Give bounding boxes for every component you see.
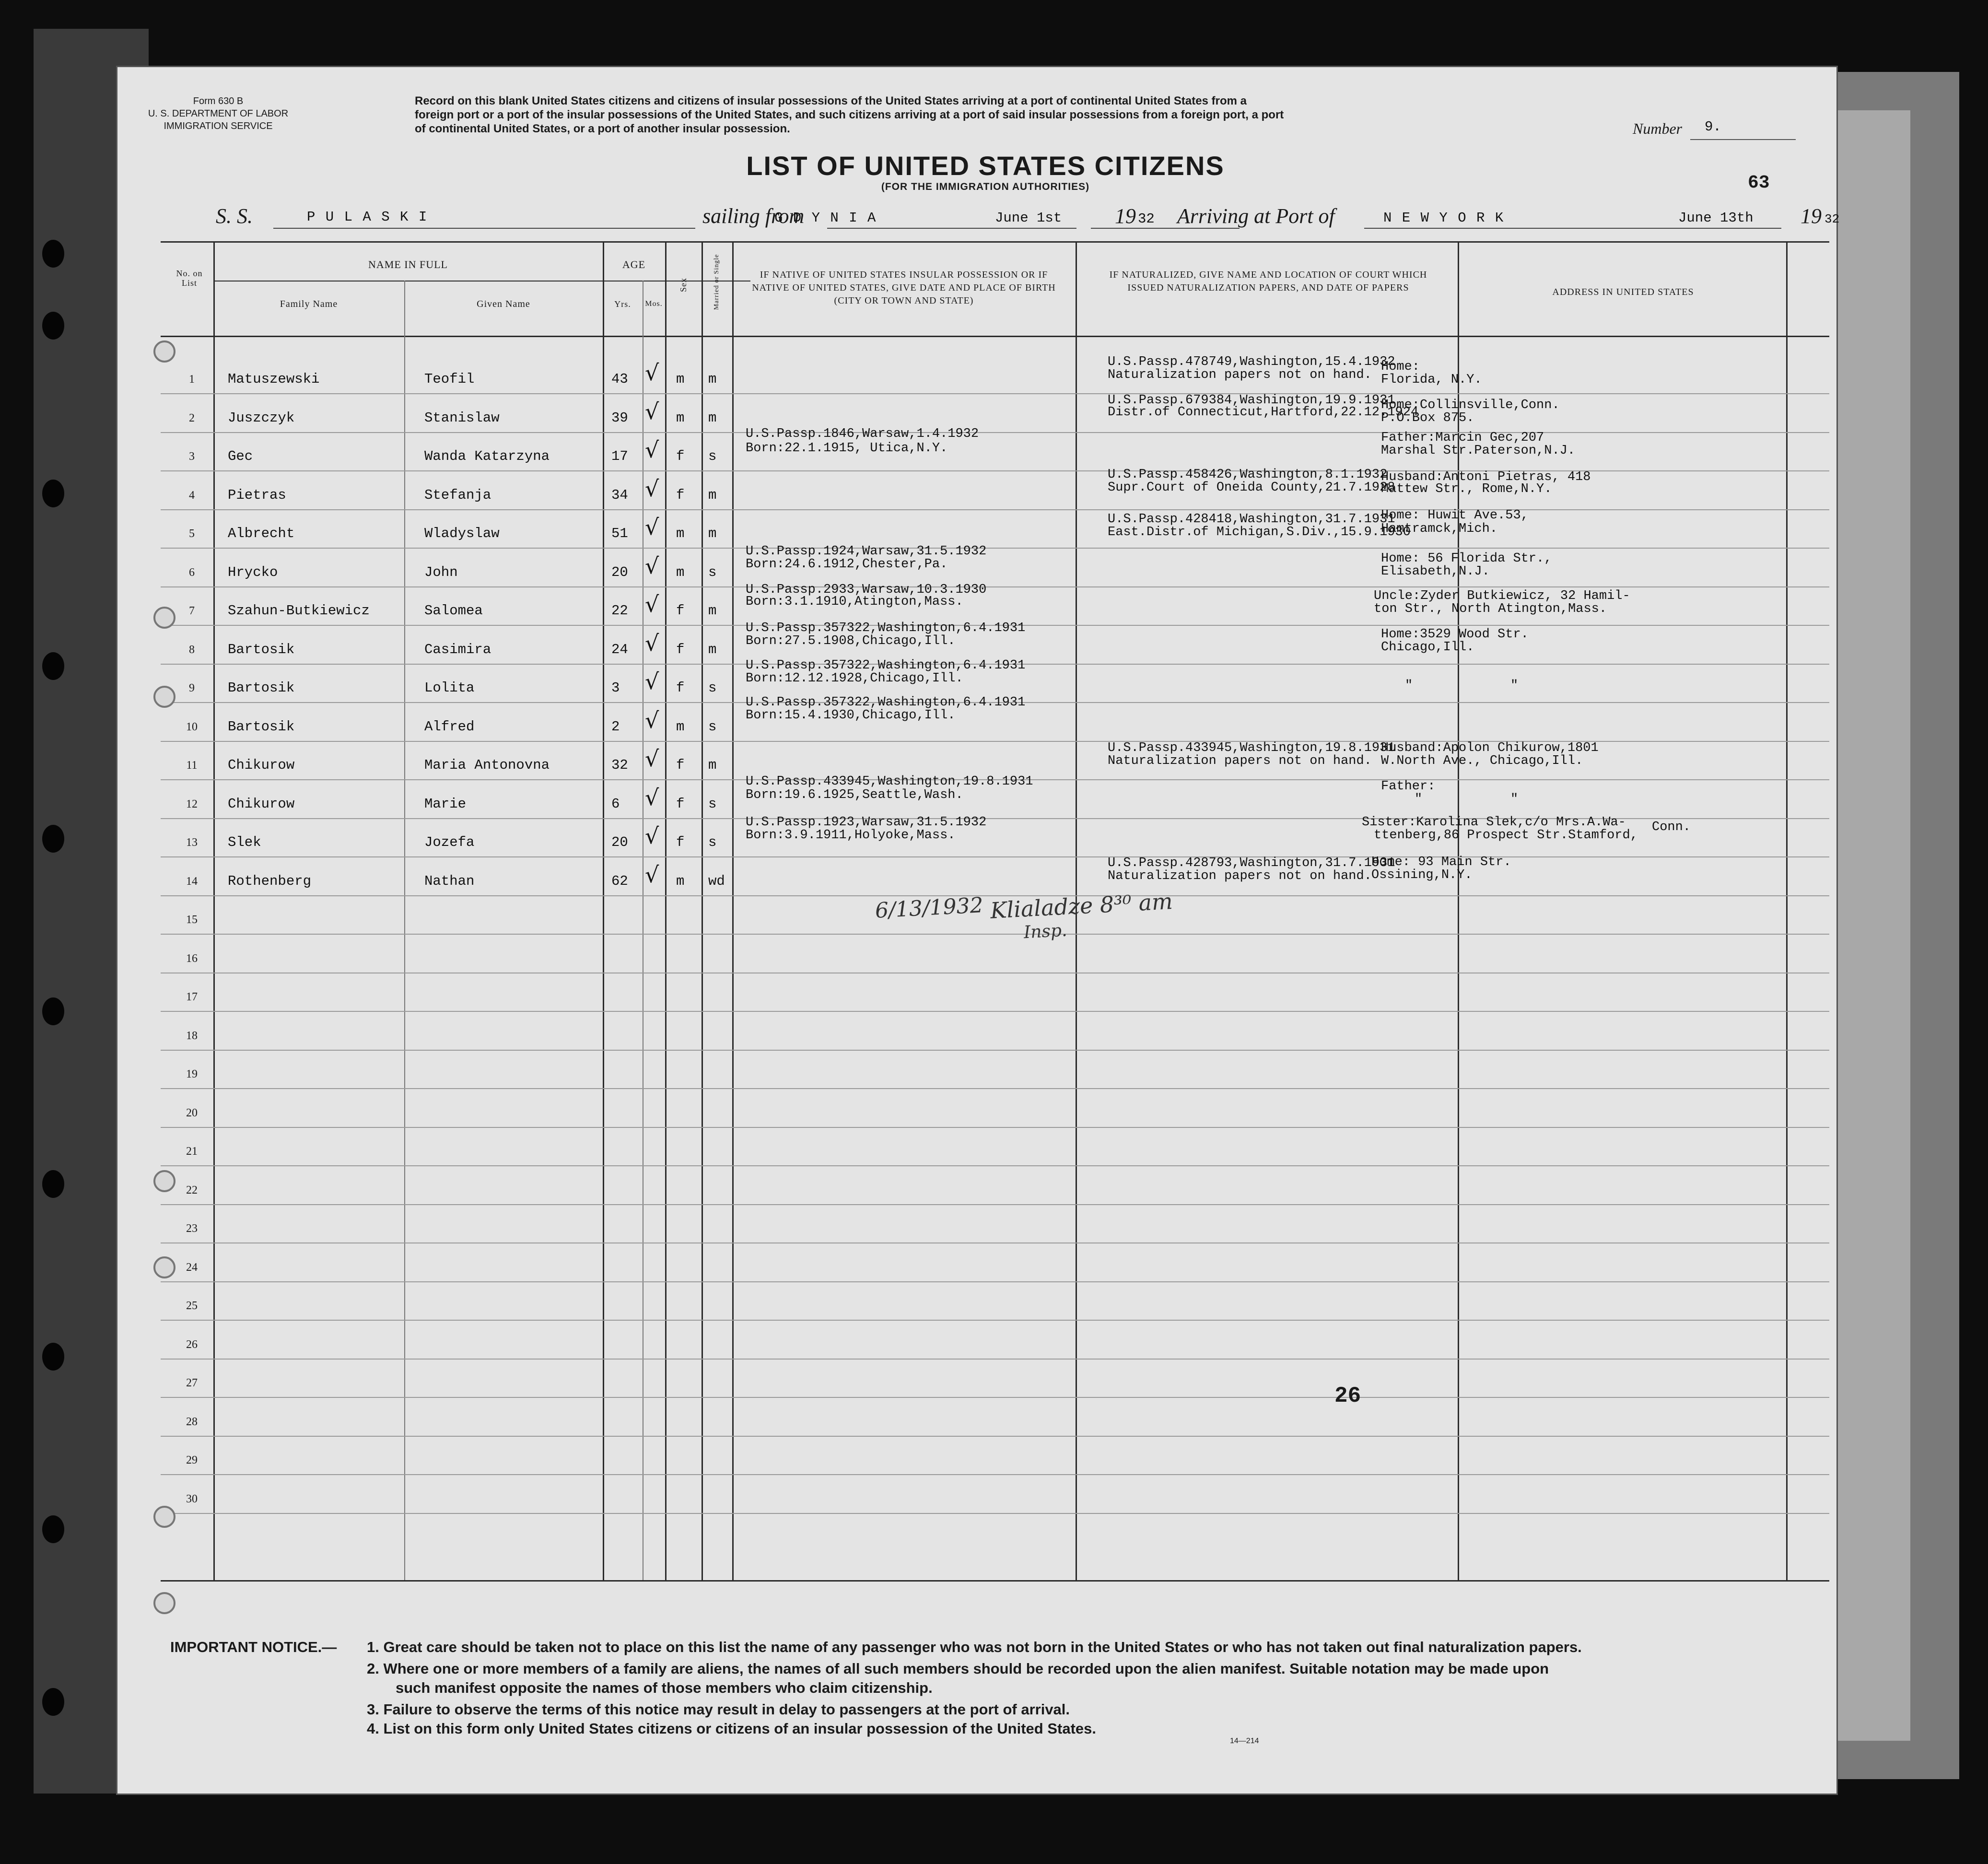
row-number: 29: [186, 1454, 198, 1466]
address-note-line: Sister:Karolina Slek,c/o Mrs.A.Wa-: [1362, 815, 1626, 830]
notice-label: IMPORTANT NOTICE.—: [170, 1639, 337, 1655]
row-rule: [161, 1281, 1829, 1282]
row-rule: [161, 548, 1829, 549]
age-years-cell: 6: [611, 796, 620, 812]
age-years-cell: 20: [611, 834, 628, 850]
row-number: 9: [189, 682, 195, 694]
row-number: 4: [189, 489, 195, 502]
given-name-cell: Teofil: [424, 371, 475, 387]
number-underline: [1690, 139, 1796, 140]
col-divider-sex: [702, 241, 703, 1582]
binder-hole: [42, 1515, 64, 1543]
row-number: 14: [186, 875, 198, 888]
birth-note-line: U.S.Passp.357322,Washington,6.4.1931: [746, 621, 1026, 635]
birth-note-line: U.S.Passp.433945,Washington,19.8.1931: [746, 774, 1033, 789]
form-service: IMMIGRATION SERVICE: [164, 121, 273, 131]
col-divider-address: [1786, 241, 1788, 1582]
handwritten-date: 6/13/1932: [874, 893, 984, 923]
year-from: 32: [1138, 211, 1155, 227]
table-top-rule: [161, 241, 1829, 243]
row-rule: [161, 1165, 1829, 1166]
naturalization-note-line: Distr.of Connecticut,Hartford,22.12.1924: [1108, 405, 1419, 420]
birth-note-line: Born:27.5.1908,Chicago,Ill.: [746, 634, 956, 648]
binder-hole: [42, 652, 64, 680]
naturalization-note-line: U.S.Passp.679384,Washington,19.9.1931: [1108, 393, 1395, 408]
age-check-mark: √: [645, 861, 659, 888]
row-rule: [161, 1050, 1829, 1051]
given-name-cell: John: [424, 564, 458, 580]
sex-cell: f: [676, 448, 685, 464]
sex-cell: f: [676, 834, 685, 850]
port-from: G D Y N I A: [774, 210, 877, 226]
row-number: 16: [186, 952, 198, 965]
row-number: 30: [186, 1492, 198, 1505]
table-header-rule: [161, 336, 1829, 337]
naturalization-note-line: U.S.Passp.428418,Washington,31.7.1931: [1108, 512, 1395, 527]
sex-cell: m: [676, 564, 685, 580]
address-note-line: Elisabeth,N.J.: [1381, 564, 1490, 579]
naturalization-note-line: Naturalization papers not on hand.: [1108, 368, 1372, 382]
birth-note-line: Born:22.1.1915, Utica,N.Y.: [746, 441, 948, 456]
family-name-cell: Szahun-Butkiewicz: [228, 603, 370, 619]
hole-reinforcement: [153, 1592, 175, 1614]
row-number: 6: [189, 566, 195, 579]
age-check-mark: √: [645, 746, 659, 772]
age-check-mark: √: [645, 475, 659, 502]
marital-status-cell: m: [708, 371, 717, 387]
form-code: 14—214: [1230, 1737, 1259, 1745]
date-from: June 1st: [995, 210, 1062, 226]
given-name-cell: Wladyslaw: [424, 526, 500, 541]
birth-note-line: Born:3.9.1911,Holyoke,Mass.: [746, 828, 956, 843]
naturalization-note-line: Naturalization papers not on hand.: [1108, 754, 1372, 768]
row-number: 3: [189, 450, 195, 463]
age-check-mark: √: [645, 591, 659, 617]
header-yrs: Yrs.: [614, 299, 631, 309]
notice-item-2-cont: such manifest opposite the names of those members who claim citizenship.: [396, 1679, 933, 1696]
binder-hole: [42, 1688, 64, 1716]
header-married-single: Married or Single: [713, 254, 720, 310]
row-number: 27: [186, 1377, 198, 1389]
given-name-cell: Nathan: [424, 873, 475, 889]
family-name-cell: Juszczyk: [228, 410, 295, 426]
marital-status-cell: m: [708, 487, 717, 503]
row-number: 17: [186, 991, 198, 1003]
family-name-cell: Gec: [228, 448, 253, 464]
age-years-cell: 62: [611, 873, 628, 889]
age-years-cell: 39: [611, 410, 628, 426]
age-years-cell: 51: [611, 526, 628, 541]
year-from-prefix: 19: [1115, 204, 1136, 228]
naturalization-note-line: U.S.Passp.458426,Washington,8.1.1932: [1108, 468, 1388, 482]
address-note-line: P.O.Box 875.: [1381, 411, 1474, 425]
given-name-cell: Wanda Katarzyna: [424, 448, 550, 464]
given-name-cell: Maria Antonovna: [424, 757, 550, 773]
binder-hole: [42, 480, 64, 507]
family-name-cell: Hrycko: [228, 564, 278, 580]
family-name-cell: Albrecht: [228, 526, 295, 541]
notice-item-4: 4. List on this form only United States citizens or citizens of an insular possession of the United States.: [367, 1720, 1096, 1737]
age-years-cell: 34: [611, 487, 628, 503]
port-to: N E W Y O R K: [1383, 210, 1505, 226]
birth-note-line: U.S.Passp.357322,Washington,6.4.1931: [746, 695, 1026, 710]
binder-hole: [42, 240, 64, 268]
address-note-line: Home: Huwit Ave.53,: [1381, 508, 1529, 523]
naturalization-note-line: East.Distr.of Michigan,S.Div.,15.9.1930: [1108, 525, 1411, 539]
row-number: 11: [186, 759, 198, 772]
family-name-cell: Chikurow: [228, 796, 295, 812]
form-department: U. S. DEPARTMENT OF LABOR: [148, 108, 289, 119]
header-family-name: Family Name: [280, 299, 338, 309]
address-note-line: Uncle:Zyder Butkiewicz, 32 Hamil-: [1374, 589, 1630, 603]
age-years-cell: 17: [611, 448, 628, 464]
row-rule: [161, 586, 1829, 587]
row-rule: [161, 1320, 1829, 1321]
row-number: 15: [186, 914, 198, 926]
row-rule: [161, 509, 1829, 510]
sex-cell: m: [676, 371, 685, 387]
birth-note-line: U.S.Passp.1924,Warsaw,31.5.1932: [746, 544, 987, 559]
binder-hole: [42, 1343, 64, 1371]
age-check-mark: √: [645, 360, 659, 386]
naturalization-note-line: Naturalization papers not on hand.: [1108, 869, 1372, 883]
sex-cell: m: [676, 410, 685, 426]
col-divider-no: [213, 241, 215, 1582]
header-naturalized: IF NATURALIZED, GIVE NAME AND LOCATION OF COURT WHICH ISSUED NATURALIZATION PAPERS, AND DATE OF PAPERS: [1109, 270, 1427, 293]
row-rule: [161, 1204, 1829, 1205]
header-mos: Mos.: [645, 300, 663, 308]
given-name-cell: Alfred: [424, 718, 475, 735]
address-note-line: Father:: [1381, 779, 1436, 794]
row-number: 19: [186, 1068, 198, 1080]
address-note-line: ttenberg,86 Prospect Str.Stamford,: [1374, 828, 1638, 843]
sex-cell: f: [676, 680, 685, 696]
naturalization-note-line: U.S.Passp.478749,Washington,15.4.1932: [1108, 355, 1395, 369]
given-name-cell: Stanislaw: [424, 410, 500, 426]
address-note-line: Marshal Str.Paterson,N.J.: [1381, 444, 1576, 458]
birth-note-line: Born:15.4.1930,Chicago,Ill.: [746, 708, 956, 723]
form-id: Form 630 B: [193, 96, 244, 106]
row-number: 23: [186, 1222, 198, 1235]
given-name-cell: Jozefa: [424, 834, 475, 850]
age-years-cell: 20: [611, 564, 628, 580]
date-to: June 13th: [1678, 210, 1754, 226]
number-label: Number: [1633, 120, 1683, 137]
naturalization-note-line: U.S.Passp.428793,Washington,31.7.1931: [1108, 856, 1395, 870]
header-birth: IF NATIVE OF UNITED STATES INSULAR POSSESSION OR IF NATIVE OF UNITED STATES, GIVE DATE AND PLACE OF BIRTH (CITY OR TOWN AND STATE): [752, 270, 1056, 306]
birth-note-line: U.S.Passp.1846,Warsaw,1.4.1932: [746, 427, 979, 441]
address-note-line: Florida, N.Y.: [1381, 373, 1482, 387]
address-note-line: Home:Collinsville,Conn.: [1381, 398, 1560, 412]
sex-cell: m: [676, 718, 685, 735]
age-check-mark: √: [645, 514, 659, 540]
header-address: ADDRESS IN UNITED STATES: [1552, 287, 1694, 297]
given-name-cell: Stefanja: [424, 487, 491, 503]
address-note-line: ": [1510, 792, 1519, 807]
address-note-line: Hamtramck,Mich.: [1381, 522, 1498, 536]
age-check-mark: √: [645, 668, 659, 694]
row-number: 22: [186, 1184, 198, 1196]
page-title: LIST OF UNITED STATES CITIZENS: [746, 151, 1225, 181]
handwritten-inspector: Klialadze 8³⁰ am: [989, 888, 1173, 924]
marital-status-cell: wd: [708, 873, 725, 889]
hole-reinforcement: [153, 1256, 175, 1278]
intro-line-3: of continental United States, or a port of another insular possession.: [415, 122, 790, 135]
age-check-mark: √: [645, 707, 659, 733]
sex-cell: f: [676, 757, 685, 773]
sailing-from-label: sailing from: [702, 204, 805, 228]
row-rule: [161, 1513, 1829, 1514]
address-note-line: Husband:Apolon Chikurow,1801: [1381, 741, 1599, 755]
ss-label: S. S.: [216, 204, 253, 228]
row-number: 20: [186, 1106, 198, 1119]
hole-reinforcement: [153, 340, 175, 363]
marital-status-cell: s: [708, 718, 717, 735]
row-number: 13: [186, 836, 198, 849]
family-name-cell: Matuszewski: [228, 371, 320, 387]
table-bottom-rule: [161, 1580, 1829, 1582]
row-rule: [161, 1474, 1829, 1475]
header-sex: Sex: [678, 278, 688, 292]
age-years-cell: 43: [611, 371, 628, 387]
col-divider-age: [665, 241, 667, 1582]
binder-hole: [42, 312, 64, 340]
row-number: 10: [186, 720, 198, 733]
marital-status-cell: s: [708, 796, 717, 812]
row-number: 7: [189, 605, 195, 617]
binder-hole: [42, 1170, 64, 1198]
marital-status-cell: s: [708, 448, 717, 464]
hole-reinforcement: [153, 686, 175, 708]
marital-status-cell: m: [708, 641, 717, 657]
address-note-line: ": [1405, 679, 1413, 693]
notice-item-1: 1. Great care should be taken not to place on this list the name of any passenger who was not born in the United States or who has not taken out final naturalization papers.: [367, 1639, 1582, 1655]
age-check-mark: √: [645, 784, 659, 810]
col-divider-ms: [732, 241, 734, 1582]
birth-note-line: Born:19.6.1925,Seattle,Wash.: [746, 788, 963, 802]
age-check-mark: √: [645, 552, 659, 579]
row-rule: [161, 432, 1829, 433]
binder-hole: [42, 825, 64, 853]
row-number: 18: [186, 1029, 198, 1042]
row-rule: [161, 856, 1829, 857]
row-rule: [161, 895, 1829, 896]
hole-reinforcement: [153, 607, 175, 629]
page-number: 63: [1748, 173, 1770, 193]
family-name-cell: Chikurow: [228, 757, 295, 773]
family-name-cell: Bartosik: [228, 641, 295, 657]
age-years-cell: 32: [611, 757, 628, 773]
age-check-mark: √: [645, 823, 659, 849]
port-from-underline: [827, 228, 1076, 229]
row-number: 25: [186, 1300, 198, 1312]
address-note-line: Home:3529 Wood Str.: [1381, 627, 1529, 642]
row-rule: [161, 393, 1829, 394]
family-name-cell: Bartosik: [228, 680, 295, 696]
row-number: 28: [186, 1415, 198, 1428]
ship-name: P U L A S K I: [307, 209, 428, 225]
row-number: 1: [189, 373, 195, 386]
address-note-line: Home: 56 Florida Str.,: [1381, 551, 1552, 566]
address-note-line: Mattew Str., Rome,N.Y.: [1381, 482, 1552, 496]
header-name-in-full: NAME IN FULL: [368, 258, 448, 270]
given-name-cell: Salomea: [424, 603, 483, 619]
address-note-line: ": [1415, 792, 1423, 807]
age-years-cell: 2: [611, 718, 620, 735]
page-subtitle: (FOR THE IMMIGRATION AUTHORITIES): [881, 181, 1090, 192]
family-name-cell: Slek: [228, 834, 261, 850]
naturalization-note-line: U.S.Passp.433945,Washington,19.8.1931: [1108, 741, 1395, 755]
address-note-line: Conn.: [1652, 820, 1691, 834]
header-given-name: Given Name: [477, 299, 530, 309]
header-no: No. on List: [176, 269, 203, 288]
intro-line-2: foreign port or a port of the insular possessions of the United States, and such citizens arriving at a port of said insular possessions from a foreign port, a port: [415, 108, 1284, 121]
stamped-count: 26: [1334, 1383, 1361, 1408]
notice-item-2: 2. Where one or more members of a family are aliens, the names of all such members should be recorded upon the alien manifest. Suitable notation may be made upon: [367, 1660, 1549, 1677]
marital-status-cell: m: [708, 603, 717, 619]
given-name-cell: Marie: [424, 796, 467, 812]
row-number: 2: [189, 411, 195, 424]
sex-cell: f: [676, 487, 685, 503]
sex-cell: f: [676, 796, 685, 812]
row-number: 5: [189, 528, 195, 540]
row-number: 26: [186, 1338, 198, 1351]
sex-cell: m: [676, 873, 685, 889]
row-rule: [161, 934, 1829, 935]
address-note-line: Husband:Antoni Pietras, 418: [1381, 470, 1591, 484]
row-rule: [161, 1127, 1829, 1128]
col-divider-family: [404, 281, 405, 1580]
address-note-line: ton Str., North Atington,Mass.: [1374, 602, 1607, 616]
row-rule: [161, 1088, 1829, 1089]
col-divider-name: [603, 241, 604, 1582]
row-rule: [161, 1359, 1829, 1360]
sex-cell: f: [676, 641, 685, 657]
marital-status-cell: m: [708, 526, 717, 541]
sex-cell: f: [676, 603, 685, 619]
hole-reinforcement: [153, 1506, 175, 1528]
binder-hole: [42, 997, 64, 1025]
address-note-line: Father:Marcin Gec,207: [1381, 431, 1544, 445]
row-number: 8: [189, 643, 195, 656]
row-rule: [161, 1436, 1829, 1437]
address-note-line: Home:: [1381, 360, 1420, 374]
birth-note-line: U.S.Passp.2933,Warsaw,10.3.1930: [746, 583, 987, 597]
address-note-line: Ossining,N.Y.: [1371, 868, 1473, 882]
age-check-mark: √: [645, 630, 659, 656]
birth-note-line: Born:24.6.1912,Chester,Pa.: [746, 557, 948, 572]
handwritten-insp: Insp.: [1023, 920, 1068, 943]
age-years-cell: 22: [611, 603, 628, 619]
notice-item-3: 3. Failure to observe the terms of this notice may result in delay to passengers at the port of arrival.: [367, 1701, 1070, 1718]
ship-underline: [273, 228, 695, 229]
birth-note-line: U.S.Passp.357322,Washington,6.4.1931: [746, 658, 1026, 673]
age-check-mark: √: [645, 437, 659, 463]
manifest-page: [117, 67, 1840, 1794]
intro-line-1: Record on this blank United States citizens and citizens of insular possessions of the United States arriving at a port of continental United States from a: [415, 94, 1247, 107]
row-rule: [161, 1011, 1829, 1012]
header-age: AGE: [622, 258, 646, 270]
marital-status-cell: m: [708, 757, 717, 773]
birth-note-line: Born:12.12.1928,Chicago,Ill.: [746, 671, 963, 686]
given-name-cell: Casimira: [424, 641, 491, 657]
marital-status-cell: s: [708, 834, 717, 850]
family-name-cell: Bartosik: [228, 718, 295, 735]
row-number: 21: [186, 1145, 198, 1158]
marital-status-cell: m: [708, 410, 717, 426]
sex-cell: m: [676, 526, 685, 541]
row-rule: [161, 1397, 1829, 1398]
naturalization-note-line: Supr.Court of Oneida County,21.7.1928: [1108, 481, 1395, 495]
age-check-mark: √: [645, 398, 659, 424]
year-to: 32: [1824, 212, 1840, 226]
row-number: 12: [186, 797, 198, 810]
age-years-cell: 3: [611, 680, 620, 696]
marital-status-cell: s: [708, 564, 717, 580]
age-years-cell: 24: [611, 641, 628, 657]
marital-status-cell: s: [708, 680, 717, 696]
number-value: 9.: [1705, 119, 1721, 135]
family-name-cell: Pietras: [228, 487, 286, 503]
address-note-line: Home: 93 Main Str.: [1371, 855, 1511, 869]
port-to-underline: [1364, 228, 1781, 229]
row-number: 24: [186, 1261, 198, 1274]
birth-note-line: U.S.Passp.1923,Warsaw,31.5.1932: [746, 815, 987, 830]
family-name-cell: Rothenberg: [228, 873, 312, 889]
address-note-line: W.North Ave., Chicago,Ill.: [1381, 754, 1583, 768]
arriving-label: Arriving at Port of: [1177, 204, 1335, 228]
birth-note-line: Born:3.1.1910,Atington,Mass.: [746, 595, 963, 609]
address-note-line: ": [1510, 679, 1519, 693]
given-name-cell: Lolita: [424, 680, 475, 696]
year-to-prefix: 19: [1801, 204, 1822, 228]
address-note-line: Chicago,Ill.: [1381, 640, 1474, 655]
hole-reinforcement: [153, 1170, 175, 1192]
